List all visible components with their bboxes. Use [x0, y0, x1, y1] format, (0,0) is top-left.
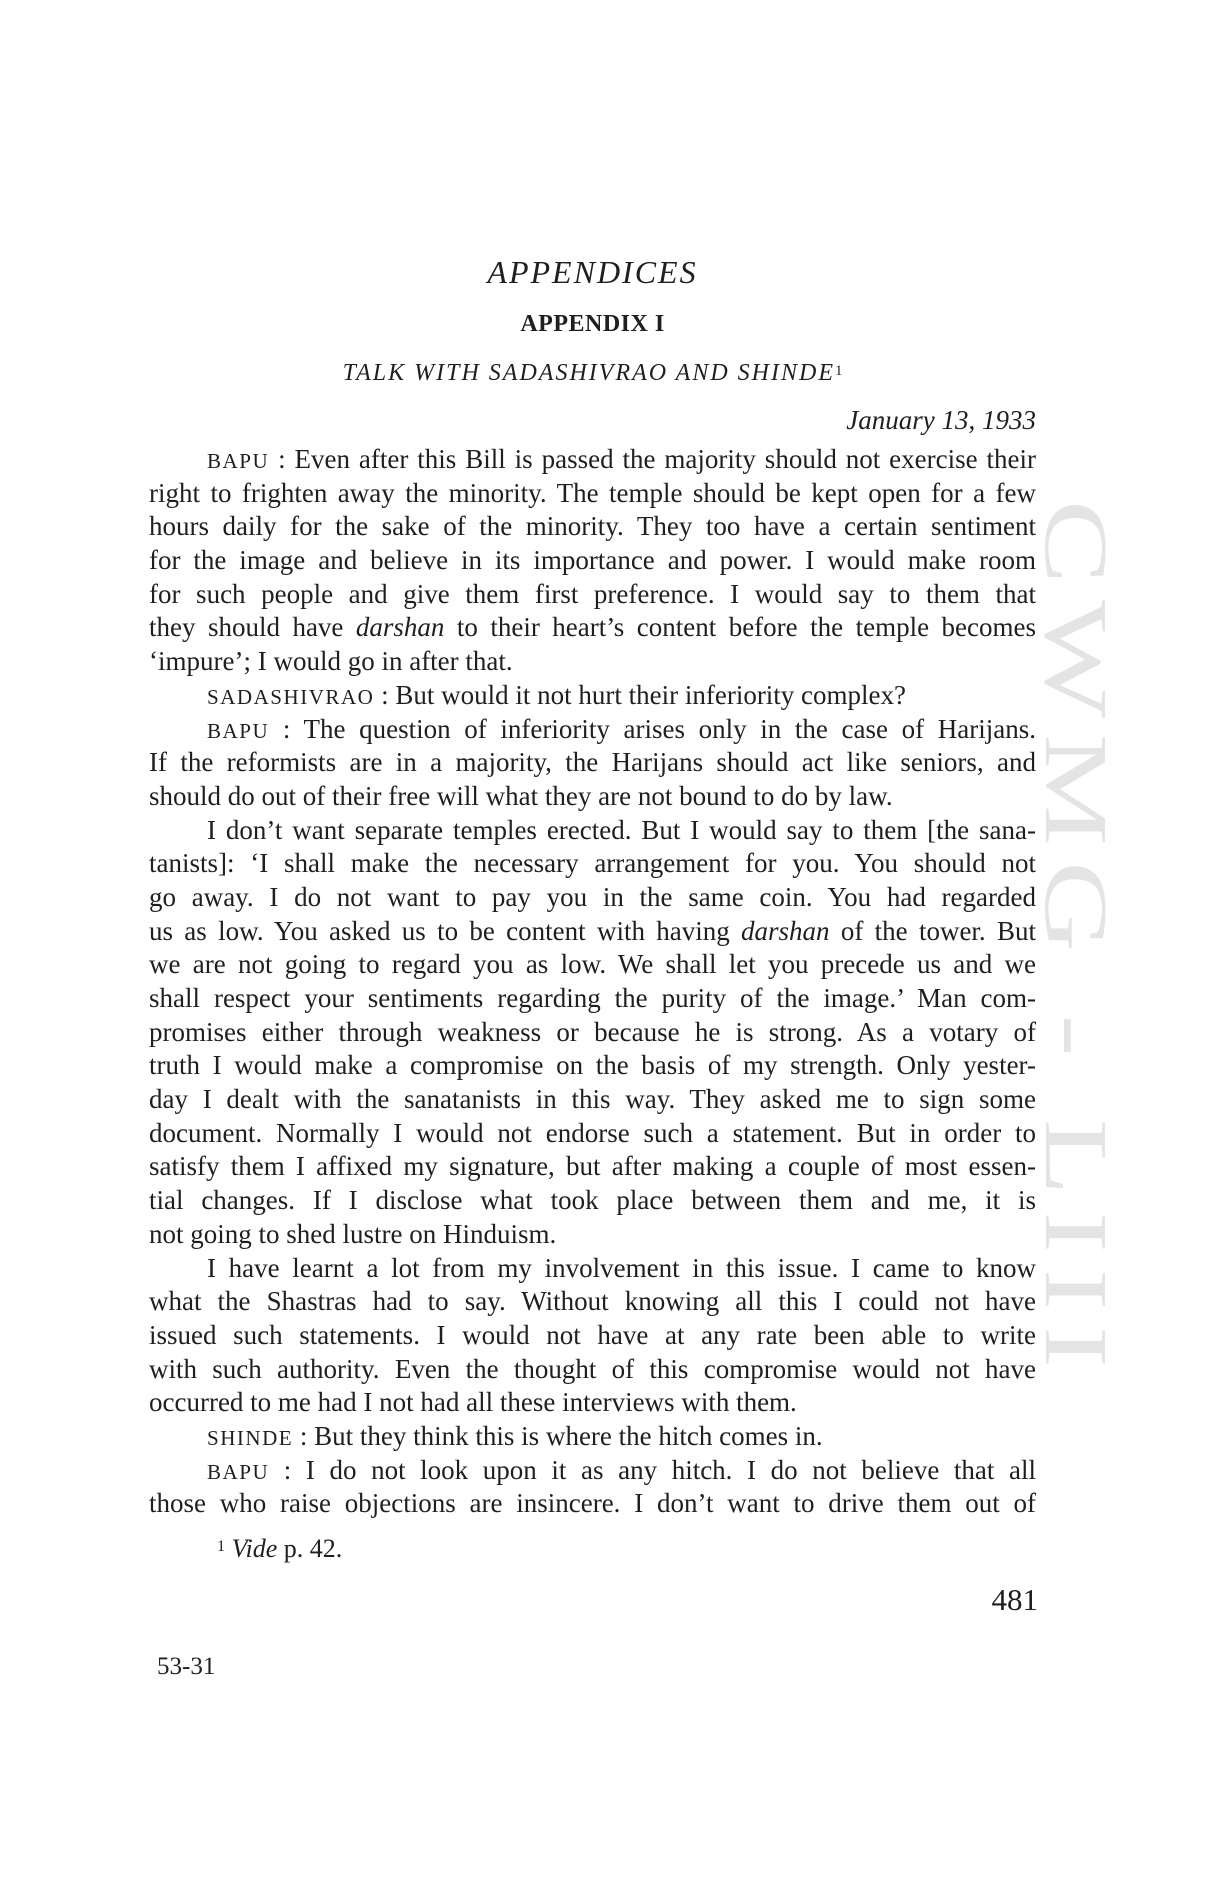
text-line	[149, 1016, 1036, 1050]
text-line	[149, 1252, 1036, 1286]
text-line	[149, 578, 1036, 612]
text-line	[149, 780, 1036, 814]
text-line	[149, 611, 1036, 645]
text-line	[149, 1285, 1036, 1319]
paragraph	[149, 1252, 1036, 1420]
text-line	[149, 1487, 1036, 1521]
line-text: for such people and give them first preference. I would say to them that	[149, 578, 1036, 609]
line-text: tial changes. If I disclose what took place between them and me, it is	[149, 1185, 1036, 1216]
line-text: : But they think this is where the hitch comes in.	[299, 1420, 823, 1451]
line-text: should do out of their free will what they are not bound to do by law.	[149, 780, 893, 811]
text-line	[149, 544, 1036, 578]
text-line	[149, 1150, 1036, 1184]
section-heading: APPENDICES	[487, 254, 698, 290]
printer-signature-mark: 53-31	[157, 1653, 216, 1680]
line-text: those who raise objections are insincere. I don’t want to drive them out of	[149, 1488, 1036, 1519]
speaker-name: BAPU	[207, 718, 270, 743]
text-line	[149, 645, 1036, 679]
line-text: I have learnt a lot from my involvement in this issue. I came to know	[207, 1252, 1036, 1283]
text-line	[149, 1420, 1036, 1454]
line-text: If the reformists are in a majority, the Harijans should act like seniors, and	[149, 747, 1036, 778]
line-text: shall respect your sentiments regarding the purity of the image.’ Man com-	[149, 983, 1036, 1013]
line-text: they should have	[149, 612, 356, 643]
text-line	[149, 746, 1036, 780]
text-line	[149, 477, 1036, 511]
text-line	[149, 1049, 1036, 1083]
footnote-mark: 1	[217, 1538, 226, 1555]
line-text: of the tower. But	[829, 915, 1036, 946]
dialogue-paragraph	[149, 679, 1036, 713]
dialogue-paragraph	[149, 443, 1036, 679]
speaker-name: BAPU	[207, 449, 270, 473]
line-text: : But would it not hurt their inferiority complex?	[381, 679, 907, 710]
line-text: : I do not look upon it as any hitch. I do not believe that all	[283, 1454, 1036, 1485]
speaker-name: BAPU	[207, 1459, 270, 1484]
text-line	[149, 948, 1036, 982]
line-text: to their heart’s content before the temple becomes	[444, 612, 1036, 643]
line-text: for the image and believe in its importance and power. I would make room	[149, 545, 1036, 576]
line-text: with such authority. Even the thought of this compromise would not have	[149, 1353, 1036, 1384]
line-text: us as low. You asked us to be content with having	[149, 915, 742, 946]
line-text: ‘impure’; I would go in after that.	[149, 646, 513, 677]
page-number: 481	[991, 1582, 1038, 1617]
text-line	[149, 847, 1036, 881]
text-line	[149, 982, 1036, 1016]
line-text: right to frighten away the minority. The temple should be kept open for a few	[149, 477, 1036, 508]
footnote-reference-mark: 1	[835, 363, 843, 379]
line-text: occurred to me had I not had all these interviews with them.	[149, 1387, 797, 1418]
speaker-name: SHINDE	[207, 1425, 294, 1450]
text-line	[149, 713, 1036, 747]
text-line	[149, 443, 1036, 477]
text-line	[149, 1454, 1036, 1488]
appendix-title-text: TALK WITH SADASHIVRAO AND SHINDE	[342, 360, 835, 386]
line-text: truth I would make a compromise on the basis of my strength. Only yester-	[149, 1050, 1036, 1081]
text-line	[149, 1386, 1036, 1420]
body-text	[149, 443, 1036, 1521]
speaker-name: SADASHIVRAO	[207, 684, 375, 709]
watermark: CWMG - LIII	[1026, 500, 1125, 1384]
text-line	[149, 881, 1036, 915]
footnote-target: p. 42.	[283, 1534, 343, 1563]
appendix-heading: APPENDIX I	[520, 311, 665, 337]
text-line	[149, 1083, 1036, 1117]
text-line	[149, 1218, 1036, 1252]
line-text: I don’t want separate temples erected. But I would say to them [the sana-	[207, 814, 1036, 845]
line-text: we are not going to regard you as low. We shall let you precede us and we	[149, 949, 1036, 980]
line-text: satisfy them I affixed my signature, but after making a couple of most essen-	[149, 1151, 1036, 1182]
footnote-label: Vide	[231, 1534, 278, 1563]
line-text: issued such statements. I would not have at any rate been able to write	[149, 1319, 1036, 1350]
text-line	[149, 510, 1036, 544]
line-text: : The question of inferiority arises only in the case of Harijans.	[282, 713, 1036, 744]
line-text: day I dealt with the sanatanists in this way. They asked me to sign some	[149, 1084, 1036, 1115]
line-text: promises either through weakness or because he is strong. As a votary of	[149, 1016, 1036, 1047]
italic-term: darshan	[741, 915, 830, 946]
paragraph	[149, 814, 1036, 1252]
line-text: : Even after this Bill is passed the majority should not exercise their	[278, 444, 1036, 474]
text-line	[149, 1353, 1036, 1387]
date-line: January 13, 1933	[846, 405, 1036, 435]
text-line	[149, 1184, 1036, 1218]
text-line	[149, 915, 1036, 949]
line-text: go away. I do not want to pay you in the same coin. You had regarded	[149, 881, 1036, 912]
line-text: hours daily for the sake of the minority. They too have a certain sentiment	[149, 511, 1036, 542]
text-line	[149, 1117, 1036, 1151]
dialogue-paragraph	[149, 713, 1036, 814]
text-line	[149, 1319, 1036, 1353]
text-line	[149, 814, 1036, 848]
appendix-title	[149, 361, 1036, 385]
line-text: not going to shed lustre on Hinduism.	[149, 1218, 557, 1249]
italic-term: darshan	[355, 612, 445, 643]
dialogue-paragraph	[149, 1454, 1036, 1521]
line-text: what the Shastras had to say. Without knowing all this I could not have	[149, 1286, 1036, 1317]
text-line	[149, 679, 1036, 713]
line-text: tanists]: ‘I shall make the necessary arrangement for you. You should not	[149, 848, 1036, 879]
dialogue-paragraph	[149, 1420, 1036, 1454]
footnote	[217, 1536, 342, 1562]
line-text: document. Normally I would not endorse such a statement. But in order to	[149, 1117, 1036, 1148]
